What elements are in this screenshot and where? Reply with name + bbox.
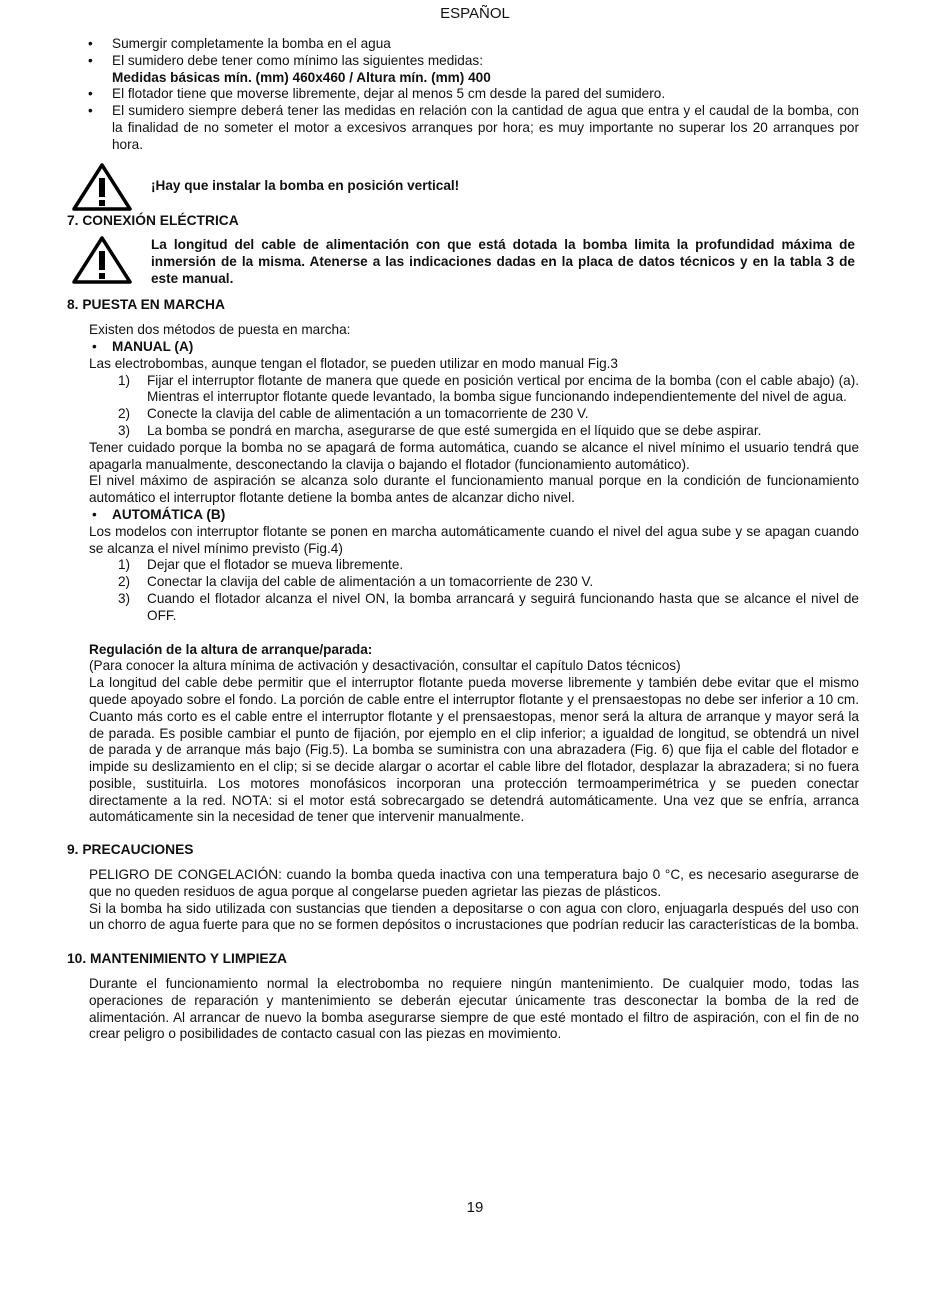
section-heading-7: 7. CONEXIÓN ELÉCTRICA — [67, 212, 239, 228]
list-item — [67, 574, 859, 591]
paragraph: PELIGRO DE CONGELACIÓN: cuando la bomba queda inactiva con una temperatura bajo 0 °C, es necesario asegurarse de que no queden residuos de agua porque al congelarse pueden agrietar las piezas de plásticos. — [89, 867, 859, 899]
page-body — [67, 36, 859, 1043]
list-number: 2) — [118, 406, 131, 422]
regulation-title: Regulación de la altura de arranque/parada: — [89, 641, 373, 657]
warning-text: ¡Hay que instalar la bomba en posición vertical! — [151, 177, 460, 193]
list-item — [67, 591, 859, 625]
section-heading-10: 10. MANTENIMIENTO Y LIMPIEZA — [67, 951, 288, 967]
warning-text: La longitud del cable de alimentación con que está dotada la bomba limita la profundidad máxima de inmersión de la misma. Atenerse a las indicaciones dadas en la placa de datos técnicos y en la tabla 3 de este manual. — [151, 237, 855, 286]
paragraph: Tener cuidado porque la bomba no se apagará de forma automática, cuando se alcance el nivel mínimo el usuario tendrá que apagarla manualmente, desconectando la clavija o bajando el flotador (funcionamiento automático). — [89, 439, 859, 472]
list-text: Cuando el flotador alcanza el nivel ON, la bomba arrancará y seguirá funcionando hasta que se alcance el nivel de OFF. — [147, 590, 859, 623]
warning-icon — [71, 162, 133, 212]
warning-block — [67, 162, 859, 210]
list-text: Dejar que el flotador se mueva libremente. — [147, 557, 404, 573]
list-number: 1) — [118, 557, 131, 573]
paragraph: La longitud del cable debe permitir que el interruptor flotante pueda moverse libremente y también debe evitar que el mismo quede apoyado sobre el fondo. La porción de cable entre el interruptor flotante y el prensaestopas no debe ser inferior a 10 cm. Cuanto más corto es el cable entre el interruptor flotante y el prensaestopas, menor será la altura de arranque y mayor será la de parada. Es posible cambiar el punto de fijación, por ejemplo en el clip inferior; a igualdad de longitud, se obtendrá un nivel de parada y de arranque más bajo (Fig.5). La bomba se suministra con una abrazadera (Fig. 6) que fija el cable del flotador e impide su deslizamiento en el clip; si se decide alargar o acortar el cable libre del flotador, desplazar la abrazadera; si no fuera posible, sustituirla. Los motores monofásicos incorporan una protección termoamperimétrica y se pueden conectar directamente a la red. NOTA: si el motor está sobrecargado se detendrá automáticamente. Una vez que se enfría, arranca automáticamente sin la necesidad de tener que intervenir manualmente. — [89, 675, 859, 825]
list-text: Conecte la clavija del cable de alimentación a un tomacorriente de 230 V. — [147, 406, 589, 422]
list-text: Conectar la clavija del cable de alimentación a un tomacorriente de 230 V. — [147, 574, 594, 590]
paragraph: Las electrobombas, aunque tengan el flotador, se pueden utilizar en modo manual Fig.3 — [89, 355, 618, 371]
list-number: 1) — [118, 372, 131, 388]
bullet-item: • El sumidero siempre deberá tener las medidas en relación con la cantidad de agua que entra y el caudal de la bomba, con la finalidad de no someter el motor a excesivos arranques por hora; es muy importante no superar los 20 arranques por hora. — [67, 103, 859, 153]
list-item — [67, 557, 859, 574]
bullet-item: • El flotador tiene que moverse libremente, dejar al menos 5 cm desde la pared del sumidero. — [67, 86, 859, 103]
paragraph: (Para conocer la altura mínima de activación y desactivación, consultar el capítulo Datos técnicos) — [89, 658, 681, 674]
list-item — [67, 423, 859, 440]
bullet-item — [67, 53, 859, 87]
list-item — [67, 373, 859, 407]
list-item — [67, 406, 859, 423]
warning-block — [67, 235, 859, 295]
subsection-auto: • AUTOMÁTICA (B) — [67, 507, 859, 524]
list-number: 2) — [118, 574, 131, 590]
list-number: 3) — [118, 422, 131, 438]
paragraph: Si la bomba ha sido utilizada con sustancias que tienden a depositarse o con agua con cloro, enjuagarla después del uso con un chorro de agua fuerte para que no se formen depósitos o incrustaciones que podrían reducir las características de la bomba. — [89, 900, 860, 933]
paragraph: Durante el funcionamiento normal la electrobomba no requiere ningún mantenimiento. De cualquier modo, todas las operaciones de reparación y mantenimiento se deberán ejecutar únicamente tras desconectar la bomba de la red de alimentación. Al arrancar de nuevo la bomba asegurarse siempre de que esté montado el filtro de aspiración, con el fin de no crear peligro o posibilidades de contacto casual con las piezas en movimiento. — [89, 976, 859, 1042]
paragraph: El nivel máximo de aspiración se alcanza solo durante el funcionamiento manual porque en la condición de funcionamiento automático el interruptor flotante detiene la bomba antes de alcanzar dicho nivel. — [89, 473, 859, 506]
subsection-manual: • MANUAL (A) — [67, 339, 859, 356]
paragraph: Los modelos con interruptor flotante se ponen en marcha automáticamente cuando el nivel del agua sube y se apagan cuando se alcanza el nivel mínimo previsto (Fig.4) — [89, 523, 859, 556]
list-text: Fijar el interruptor flotante de manera que quede en posición vertical por encima de la bomba (con el cable abajo) (a). Mientras el interruptor flotante quede levantado, la bomba sigue funcionando independientemente del nivel de agua. — [147, 372, 859, 405]
page-header: ESPAÑOL — [440, 5, 510, 22]
bullet-item: • Sumergir completamente la bomba en el agua — [67, 36, 859, 53]
bullet-text: El sumidero debe tener como mínimo las siguientes medidas: — [112, 52, 483, 68]
measures-bold: Medidas básicas mín. (mm) 460x460 / Altura mín. (mm) 400 — [112, 69, 491, 85]
list-number: 3) — [118, 590, 131, 606]
section-heading-8: 8. PUESTA EN MARCHA — [67, 297, 225, 313]
section-heading-9: 9. PRECAUCIONES — [67, 842, 194, 858]
page-number: 19 — [466, 1199, 484, 1216]
warning-icon — [71, 235, 133, 285]
paragraph: Existen dos métodos de puesta en marcha: — [89, 322, 351, 338]
list-text: La bomba se pondrá en marcha, asegurarse de que esté sumergida en el líquido que se debe aspirar. — [147, 422, 762, 438]
